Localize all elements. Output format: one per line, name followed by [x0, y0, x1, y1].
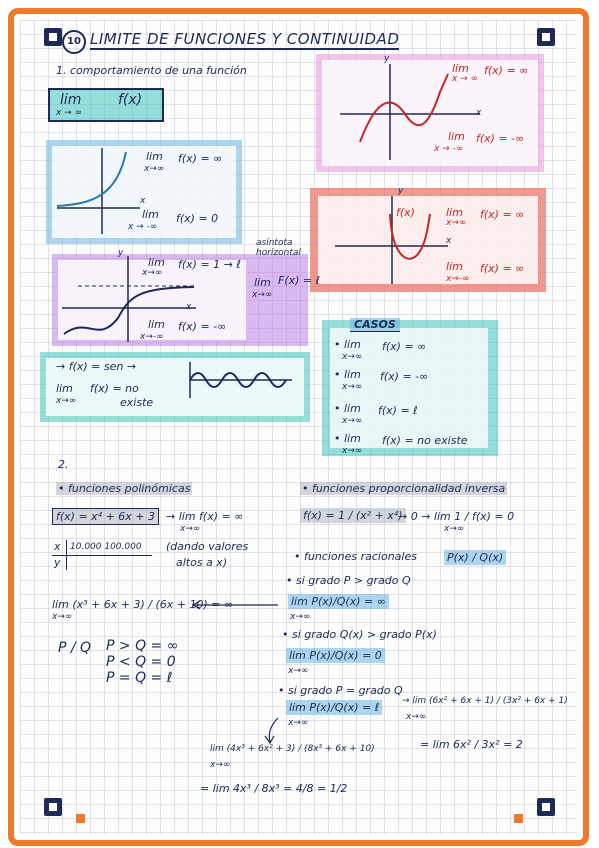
- logo-icon-top-left: [44, 28, 62, 46]
- case-c: • si grado P = grado Q: [278, 684, 403, 697]
- ex1-lim: lim (x³ + 6x + 3) / (6x + 10) = ∞: [52, 598, 234, 611]
- axis-y-label: y: [398, 186, 404, 196]
- arrow-icon: [190, 600, 280, 610]
- poly-expr: f(x) = x⁴ + 6x + 3: [52, 508, 159, 525]
- graph-sigmoid-plot: [58, 256, 198, 344]
- cubic-sub2: x → -∞: [434, 144, 464, 154]
- logo-icon-bottom-right: [537, 798, 555, 816]
- section2-right-heading: • funciones proporcionalidad inversa: [302, 482, 506, 495]
- parabola-lim2: lim: [446, 260, 463, 273]
- fx-text: f(x): [118, 92, 143, 108]
- case-a-lim: lim P(x)/Q(x) = ∞: [288, 594, 389, 609]
- case-b-lim: lim P(x)/Q(x) = 0: [286, 648, 385, 663]
- graph-sin-plot: [186, 360, 296, 400]
- sin-val2: existe: [120, 396, 154, 409]
- parabola-sub2: x→-∞: [446, 274, 470, 284]
- exp-sub1: x→∞: [144, 164, 165, 174]
- table-divider: [52, 555, 152, 556]
- lim-text: lim: [60, 92, 82, 108]
- sigmoid-val1: f(x) = 1 → ℓ: [178, 258, 241, 271]
- rational-heading: • funciones racionales: [294, 550, 417, 563]
- sigmoid-val3: f(x) = -∞: [178, 320, 227, 333]
- axis-x-label: x: [446, 236, 452, 246]
- graph-parabola-plot: [330, 196, 450, 286]
- axis-x-label: x: [186, 302, 192, 312]
- parabola-sub1: x→∞: [446, 218, 467, 228]
- parabola-val2: f(x) = ∞: [480, 262, 525, 275]
- ex2-line1: → lim (6x² + 6x + 1) / (3x² + 6x + 1): [402, 696, 568, 706]
- lim-box: [48, 88, 164, 122]
- exp-sub2: x → -∞: [128, 222, 158, 232]
- inv-lim: → 0 → lim 1 / f(x) = 0: [398, 510, 515, 523]
- casos-title: CASOS: [350, 318, 400, 332]
- orange-square-icon: [76, 814, 85, 823]
- exp-val2: f(x) = 0: [176, 212, 219, 225]
- cubic-lim2: lim: [448, 130, 465, 143]
- ex2-line2: = lim 6x² / 3x² = 2: [420, 738, 523, 751]
- ex1-sub: x→∞: [52, 612, 73, 622]
- table-note2: altos a x): [176, 556, 228, 569]
- pq1: P > Q = ∞: [106, 638, 179, 654]
- section1-heading: 1. comportamiento de una función: [56, 64, 247, 77]
- table-note1: (dando valores: [166, 540, 249, 553]
- poly-sub: x→∞: [180, 524, 201, 534]
- axis-x-label: x: [140, 196, 146, 206]
- pq3: P = Q = ℓ: [106, 670, 173, 686]
- cubic-sub1: x → ∞: [452, 74, 479, 84]
- sigmoid-sub3: x→-∞: [140, 332, 164, 342]
- lim-sub: x → ∞: [56, 108, 83, 118]
- sigmoid-lim3: lim: [148, 318, 165, 331]
- ex3-sub: x→∞: [210, 760, 231, 770]
- case-a: • si grado P > grado Q: [286, 574, 411, 587]
- sigmoid-sub1: x→∞: [142, 268, 163, 278]
- case-a-sub: x→∞: [290, 612, 311, 622]
- cubic-val1: f(x) = ∞: [484, 64, 529, 77]
- axis-y-label: y: [384, 54, 390, 64]
- exp-val1: f(x) = ∞: [178, 152, 223, 165]
- sigmoid-sub2: x→∞: [252, 290, 273, 300]
- arrow-icon: [262, 716, 282, 746]
- pq2: P < Q = 0: [106, 654, 176, 670]
- sin-sub: x→∞: [56, 396, 77, 406]
- section2-left-heading: • funciones polinómicas: [58, 482, 191, 495]
- logo-icon-bottom-left: [44, 798, 62, 816]
- sigmoid-lim1: lim: [148, 256, 165, 269]
- axis-y-label: y: [118, 248, 124, 258]
- parabola-lim1: lim: [446, 206, 463, 219]
- page-title: LIMITE DE FUNCIONES Y CONTINUIDAD: [90, 30, 400, 48]
- ex2-sub: x→∞: [406, 712, 427, 722]
- exp-lim2: lim: [142, 208, 159, 221]
- table-x: x: [54, 540, 61, 553]
- ex3-line1: lim (4x³ + 6x² + 3) / (8x³ + 6x + 10): [210, 744, 375, 754]
- asymptote-note: asíntota horizontal: [256, 238, 301, 258]
- sin-val: f(x) = no: [90, 382, 139, 395]
- parabola-val1: f(x) = ∞: [480, 208, 525, 221]
- rational-frac: P(x) / Q(x): [444, 550, 506, 565]
- case-b-sub: x→∞: [288, 666, 309, 676]
- pq-label: P / Q: [58, 640, 92, 656]
- sin-lim: lim: [56, 382, 73, 395]
- table-y: y: [54, 556, 61, 569]
- orange-square-icon: [514, 814, 523, 823]
- axis-x-label: x: [476, 108, 482, 118]
- case-c-sub: x→∞: [288, 718, 309, 728]
- case-c-lim: lim P(x)/Q(x) = ℓ: [286, 700, 382, 715]
- sigmoid-val2: F(x) = ℓ: [278, 274, 321, 287]
- exp-lim1: lim: [146, 150, 163, 163]
- table-divider: [66, 540, 67, 570]
- cubic-val2: f(x) = -∞: [476, 132, 525, 145]
- sigmoid-lim2: lim: [254, 276, 271, 289]
- ex3-line2: = lim 4x³ / 8x³ = 4/8 = 1/2: [200, 782, 348, 795]
- cubic-lim1: lim: [452, 62, 469, 75]
- table-vals: 10.000 100.000: [70, 542, 142, 552]
- section2-number: 2.: [58, 458, 69, 471]
- logo-icon-top-right: [537, 28, 555, 46]
- inv-expr: f(x) = 1 / (x² + x⁴): [300, 508, 406, 523]
- chapter-number: 10: [62, 30, 86, 54]
- case-b: • si grado Q(x) > grado P(x): [282, 628, 437, 641]
- sin-line1: → f(x) = sen →: [56, 360, 137, 373]
- inv-sub: x→∞: [444, 524, 465, 534]
- poly-lim: → lim f(x) = ∞: [166, 510, 244, 523]
- parabola-fx: f(x): [396, 206, 415, 219]
